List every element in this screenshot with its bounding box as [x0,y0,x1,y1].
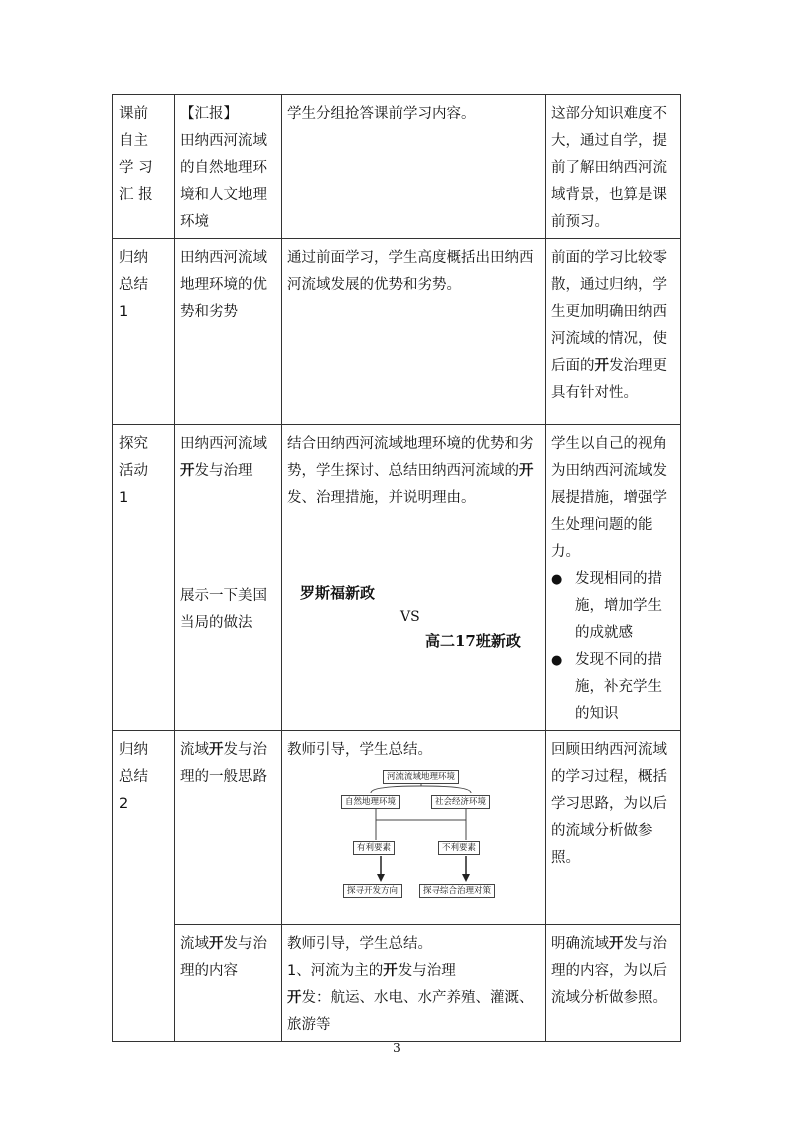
activity-text: 发、治理措施，并说明理由。 [287,490,476,506]
diagram-node-bottom-left: 探寻开发方向 [343,884,402,898]
diagram-node-mid-right: 不利要素 [438,841,480,855]
topic-bold: 开 [209,936,224,952]
intent-bold: 开 [609,936,624,952]
activity-cell: 学生分组抢答课前学习内容。 [282,95,546,239]
topic-text: 发与治理的一般思路 [180,742,267,785]
table-row [113,925,681,1042]
stage-cell: 归纳 总结 1 [113,239,175,425]
activity-text: 教师引导，学生总结。 [287,742,432,758]
activity-bold: 开 [287,990,302,1006]
activity-text [287,958,540,985]
activity-text: 发：航运、水电、水产养殖、灌溉、旅游等 [287,990,534,1033]
activity-text: 教师引导，学生总结。 [287,936,432,952]
activity-text: 1、河流为主的 [287,963,384,979]
activity-bold: 开 [519,463,534,479]
diagram-node-left: 自然地理环境 [341,795,400,809]
bullet-text: 发现相同的措施，增加学生的成就感 [575,571,662,641]
bullet-dot-icon: ● [551,653,563,668]
stage-cell: 探究 活动 1 [113,425,175,731]
stage-cell: 课前 自主 学 习 汇 报 [113,95,175,239]
topic-bold: 开 [209,742,224,758]
activity-text [287,985,540,1039]
topic-bold: 开 [180,463,195,479]
intent-text: 学生以自己的视角为田纳西河流域发展提措施，增强学生处理问题的能力。 [551,436,667,560]
bullet-item [551,566,675,647]
topic-text: 流域 [180,936,209,952]
activity-bold: 开 [383,963,398,979]
table-row [113,731,681,925]
intent-text: 前面的学习比较零散，通过归纳，学生更加明确田纳西河流域的情况，使后面的 [551,250,667,374]
diagram-node-mid-left: 有利要素 [353,841,395,855]
intent-bold: 开 [594,358,609,374]
stage-cell: 归纳 总结 2 [113,731,175,1042]
intent-text: 发与治理的内容，为以后流域分析做参照。 [551,936,667,1006]
flow-diagram [341,770,501,906]
topic-cell: 田纳西河流域地理环境的优势和劣势 [175,239,282,425]
diagram-node-bottom-right: 探寻综合治理对策 [419,884,495,898]
intent-cell: 这部分知识难度不大，通过自学，提前了解田纳西河流域背景，也算是课前预习。 [546,95,681,239]
activity-cell [282,731,546,925]
activity-cell [282,425,546,731]
diagram-node-top: 河流流域地理环境 [383,770,459,784]
topic-text: 发与治理的内容 [180,936,267,979]
topic-secondary: 展示一下美国当局的做法 [180,588,267,631]
policy-left: 罗斯福新政 [300,584,376,602]
topic-cell [175,925,282,1042]
bullet-text: 发现不同的措施，补充学生的知识 [575,652,662,722]
intent-cell [546,239,681,425]
intent-text: 明确流域 [551,936,609,952]
intent-cell: 回顾田纳西河流域的学习过程，概括学习思路，为以后的流域分析做参照。 [546,731,681,925]
table-row [113,239,681,425]
topic-text: 发与治理 [194,463,253,479]
bullet-dot-icon: ● [551,572,563,587]
topic-cell [175,425,282,731]
lesson-plan-table [112,94,681,1042]
topic-prefix: 【汇报】 [180,106,238,122]
topic-text: 流域 [180,742,209,758]
diagram-node-right: 社会经济环境 [431,795,490,809]
intent-cell [546,425,681,731]
activity-cell [282,925,546,1042]
topic-text: 田纳西河流域的自然地理环境和人文地理环境 [180,133,267,230]
topic-cell [175,95,282,239]
activity-text: 发与治理 [397,963,456,979]
bullet-item [551,647,675,728]
activity-cell: 通过前面学习，学生高度概括出田纳西河流域发展的优势和劣势。 [282,239,546,425]
table-row [113,95,681,239]
page-number: 3 [393,1041,401,1055]
policy-vs: VS [400,609,420,625]
topic-text: 田纳西河流域 [180,436,267,452]
intent-text: 发治理更具有针对性。 [551,358,667,401]
policy-comparison [287,572,540,682]
intent-cell [546,925,681,1042]
activity-text: 结合田纳西河流域地理环境的优势和劣势，学生探讨、总结田纳西河流域的 [287,436,534,479]
table-row [113,425,681,731]
topic-cell [175,731,282,925]
policy-right: 高二17班新政 [425,632,521,650]
